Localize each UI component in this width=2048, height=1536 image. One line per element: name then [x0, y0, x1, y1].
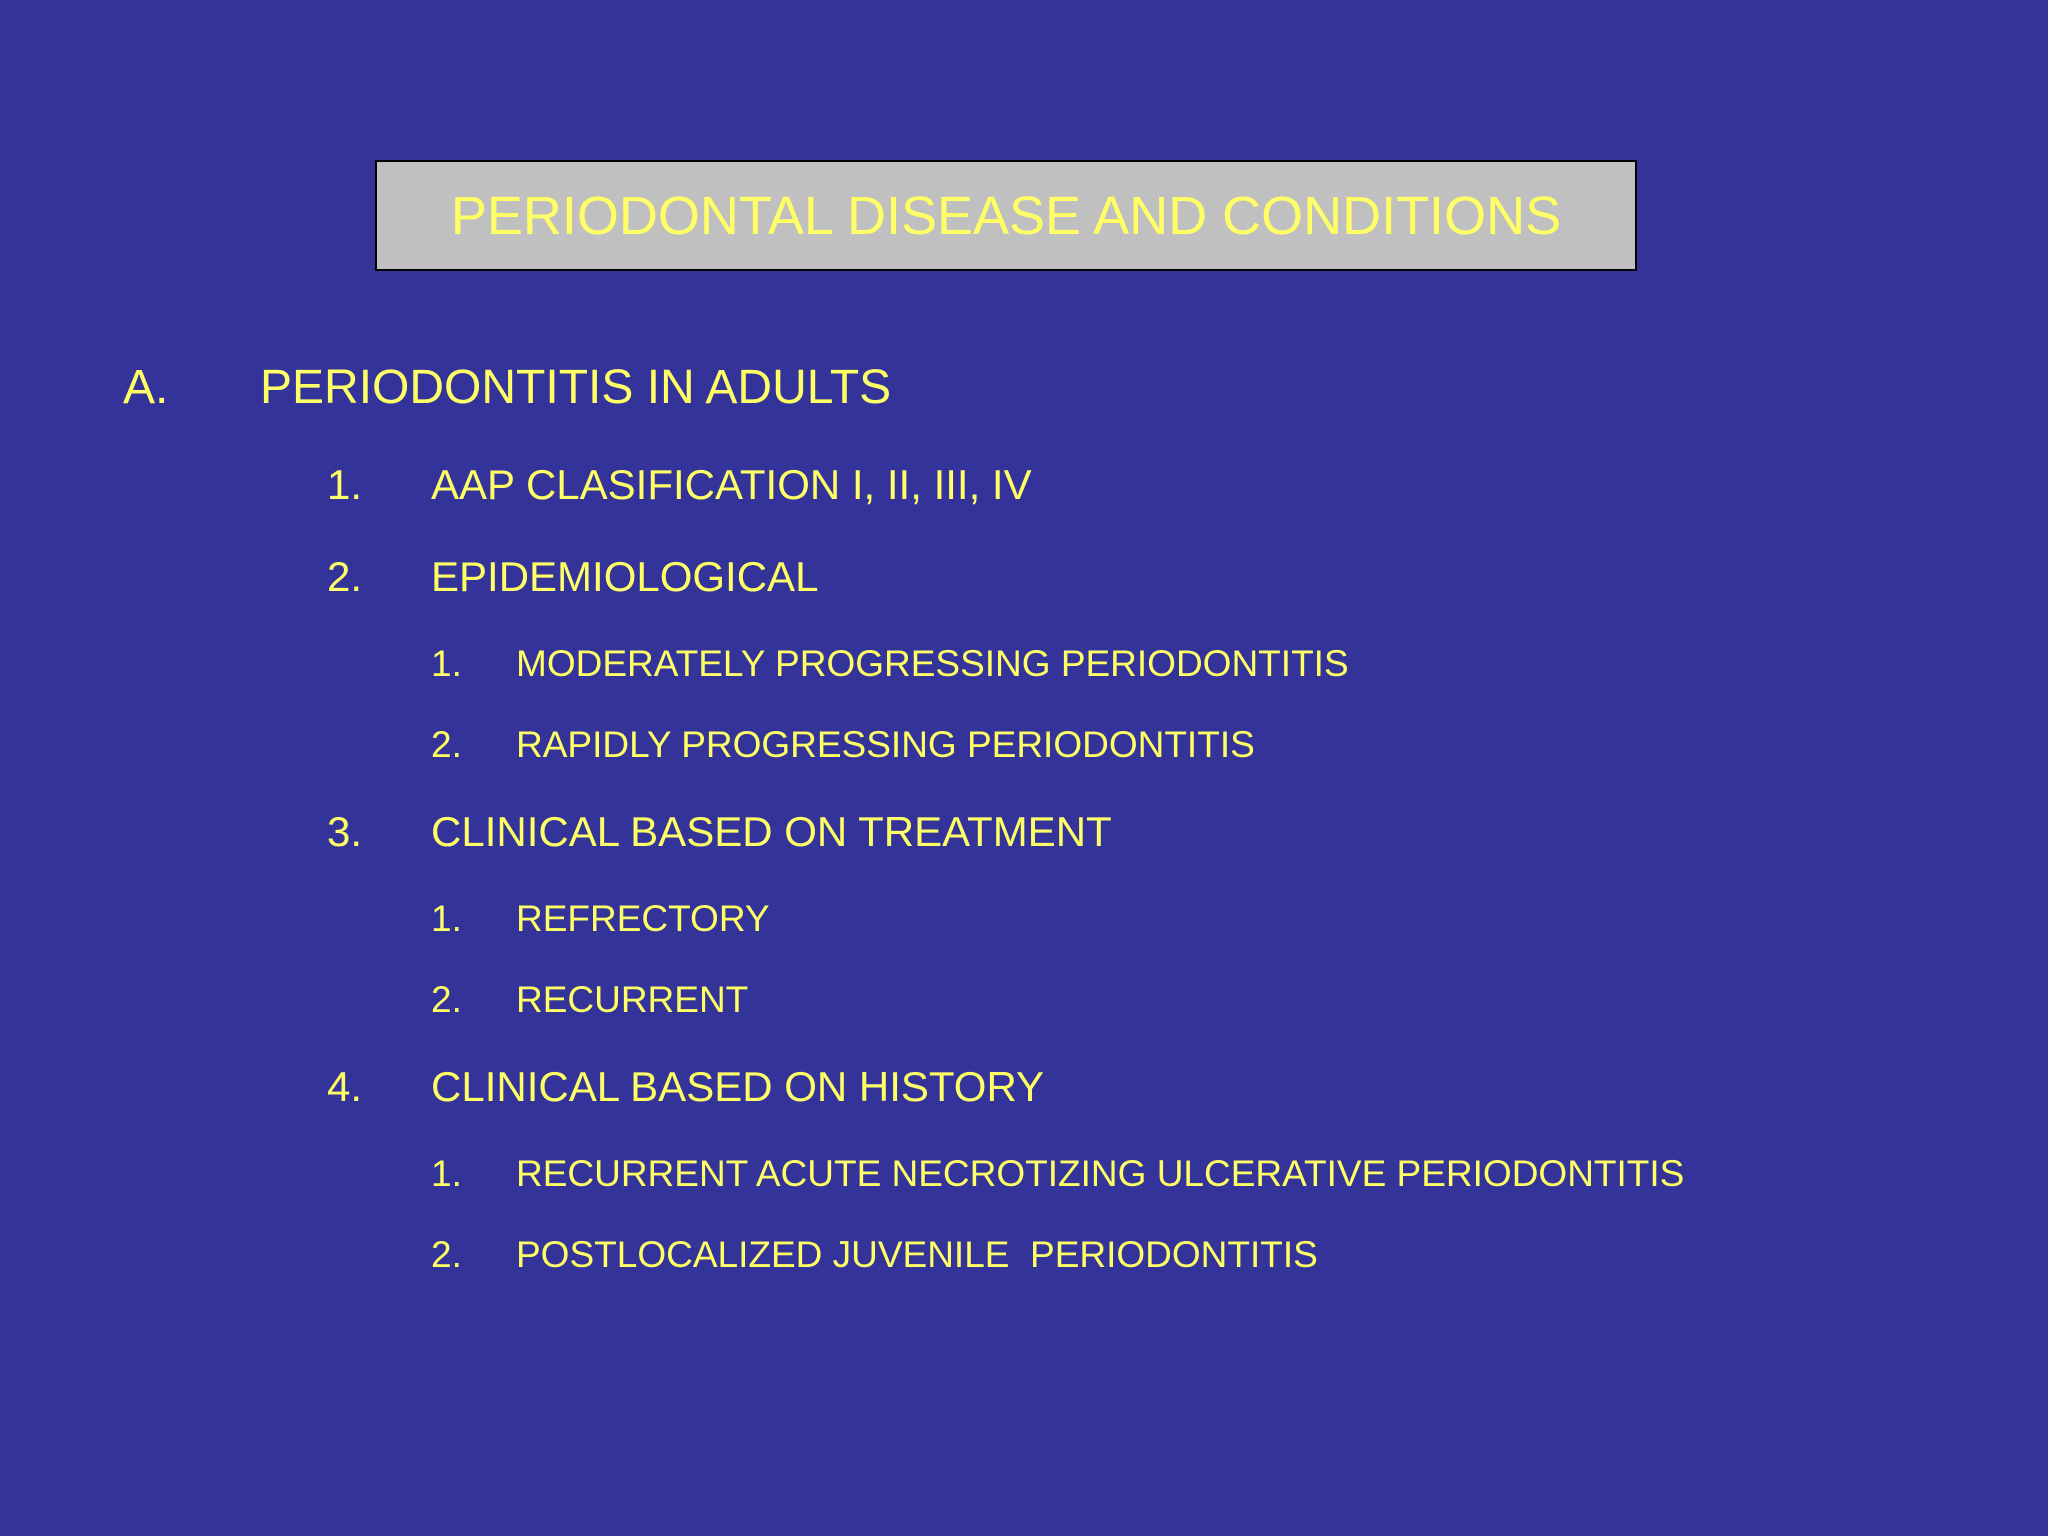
outline-subitem	[431, 726, 1931, 770]
outline-subitem	[431, 981, 1931, 1025]
title-box	[375, 160, 1637, 271]
subitem-label: RECURRENT	[516, 979, 749, 1020]
subitem-label: POSTLOCALIZED JUVENILE PERIODONTITIS	[516, 1234, 1318, 1275]
outline-item	[327, 553, 1727, 606]
outline-item	[327, 1063, 1727, 1116]
item-label: AAP CLASIFICATION I, II, III, IV	[431, 461, 1032, 508]
outline-section	[123, 361, 1323, 420]
section-label: PERIODONTITIS IN ADULTS	[260, 361, 892, 414]
subitem-marker: 1.	[431, 643, 462, 684]
subitem-label: RAPIDLY PROGRESSING PERIODONTITIS	[516, 724, 1255, 765]
outline-item	[327, 461, 1727, 514]
outline-subitem	[431, 1236, 1931, 1280]
subitem-marker: 1.	[431, 1153, 462, 1194]
item-marker: 4.	[327, 1063, 363, 1110]
outline-subitem	[431, 1155, 1931, 1199]
item-label: CLINICAL BASED ON HISTORY	[431, 1063, 1045, 1110]
item-marker: 2.	[327, 553, 363, 600]
outline-subitem	[431, 645, 1931, 689]
subitem-marker: 2.	[431, 979, 462, 1020]
item-marker: 1.	[327, 461, 363, 508]
section-marker: A.	[123, 361, 169, 414]
subitem-label: RECURRENT ACUTE NECROTIZING ULCERATIVE PERIODONTITIS	[516, 1153, 1685, 1194]
item-label: EPIDEMIOLOGICAL	[431, 553, 819, 600]
subitem-marker: 2.	[431, 724, 462, 765]
subitem-marker: 2.	[431, 1234, 462, 1275]
outline-item	[327, 808, 1727, 861]
item-marker: 3.	[327, 808, 363, 855]
subitem-marker: 1.	[431, 898, 462, 939]
subitem-label: REFRECTORY	[516, 898, 770, 939]
slide-title: PERIODONTAL DISEASE AND CONDITIONS	[450, 185, 1562, 246]
item-label: CLINICAL BASED ON TREATMENT	[431, 808, 1112, 855]
subitem-label: MODERATELY PROGRESSING PERIODONTITIS	[516, 643, 1349, 684]
outline-subitem	[431, 900, 1931, 944]
